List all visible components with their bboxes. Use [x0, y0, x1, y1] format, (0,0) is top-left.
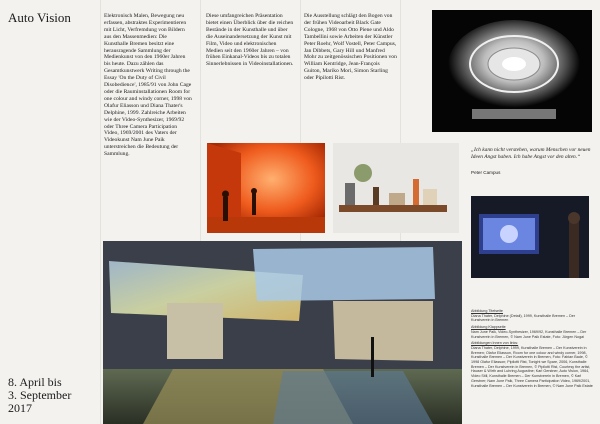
caption — [471, 325, 595, 339]
date-line: 2017 — [8, 401, 32, 415]
shelf-installation-photo — [333, 143, 459, 233]
text-column-2: Diese umfangreichen Präsentation bietet einen Überblick über die reichen Bestände in der Kunsthalle und über die Auseinandersetzung der Kunst mit Film, Video und elektronischen Medien seit den 1960er Jahren – von frühen Einkanal-Videos bis zu totalen Sinnerlebnissen in Videoinstallationen. — [206, 13, 294, 68]
caption-body: Diana Thater, Delphine (Detail), 1999, Kunsthalle Bremen – Der Kunstverein in Bremen — [471, 313, 576, 323]
image-captions — [471, 309, 595, 390]
fold-line — [100, 0, 101, 424]
caption-body: Diana Thater, Delphine, 1999, Kunsthalle Bremen – Der Kunstverein in Bremen; Olafur Eliasson, Room for one colour and windy corner, 1998, Kunsthalle Bremen – Der Kunstverein in Bremen, Foto: Fabian Bade, © 1998 Olafur Eliasson; Pipilotti Rist, Tonight we Spare, 2006, Kunsthalle Bremen – Der Kunstverein in Bremen, © Pipilotti Rist, Courtesy the artist, Hauser & Wirth and Luhring Augustine; Karl Gerstner, Auto Vision, 1964, Video Still, Kunsthalle Bremen – Der Kunstverein in Bremen, © Karl Gerstner; Nam June Paik, Three Camera Participation Video, 1969/2001, Kunsthalle Bremen – Der Kunstverein in Bremen, © Nam June Paik Estate — [471, 345, 593, 388]
page-title: Auto Vision — [8, 10, 71, 25]
caption-head: Abbildung Klappseite — [471, 325, 506, 330]
date-line: 8. April bis — [8, 375, 62, 389]
caption — [471, 341, 595, 388]
orange-room-photo — [207, 143, 325, 233]
video-screen-photo — [471, 196, 589, 278]
caption-head: Abbildungen Innen von links: — [471, 341, 519, 346]
caption-body: Nam June Paik, Video-Synthesizer, 1969/92, Kunsthalle Bremen – Der Kunstverein in Bremen, © Nam June Paik Estate, Foto: Jürgen Nogai — [471, 329, 587, 339]
lens-sculpture-photo — [432, 10, 592, 132]
exhibition-dates — [8, 376, 71, 415]
quote-author: Peter Campus — [471, 170, 501, 175]
projection-room-photo — [103, 241, 462, 424]
text-column-3: Die Ausstellung schlägt den Bogen von der frühen Videoarbeit Black Gate Cologne, 1968 von Otto Piene und Aldo Tambellini sowie Arbeiten der Künstler Peter Roehr, Wolf Vostell, Peter Campus, Jan Dibbets, Gary Hill und Manfred Mohr zu zeitgenössischen Positionen von William Kentridge, Jean-François Guiton, Mariko Mori, Simon Starling oder Pipilotti Rist. — [304, 13, 397, 82]
date-line: 3. September — [8, 388, 72, 402]
text-column-1: Elektronisch Malen, Bewegung neu erfassen, abstraktes Experimentieren mit Licht, Verfremdung von Bildern aus den Massenmedien: Die Kunsthalle Bremen besitzt eine herausragende Sammlung der Medienkunst von den 1960er Jahren bis heute. Dazu zählen das Gesamtkunstwerk Writing through the Essay 'On the Duty of Civil Disobedience', 1985/91 von John Cage oder die Rauminstallationen Room for one colour and windy corner, 1998 von Olafur Eliasson und Diana Thater's Delphine, 1999. Zahlreiche Arbeiten wie der Video-Synthesizer, 1969/92 oder Three Camera Participation Video, 1969/2001 des Vaters der Videokunst Nam June Paik unterstreichen die Bedeutung der Sammlung. — [104, 13, 192, 158]
caption — [471, 309, 595, 323]
quote: „Ich kann nicht verstehen, warum Menschen vor neuen Ideen Angst haben. Ich habe Angst vor den alten.“ — [471, 147, 591, 160]
caption-head: Abbildung Titelseite — [471, 309, 503, 313]
